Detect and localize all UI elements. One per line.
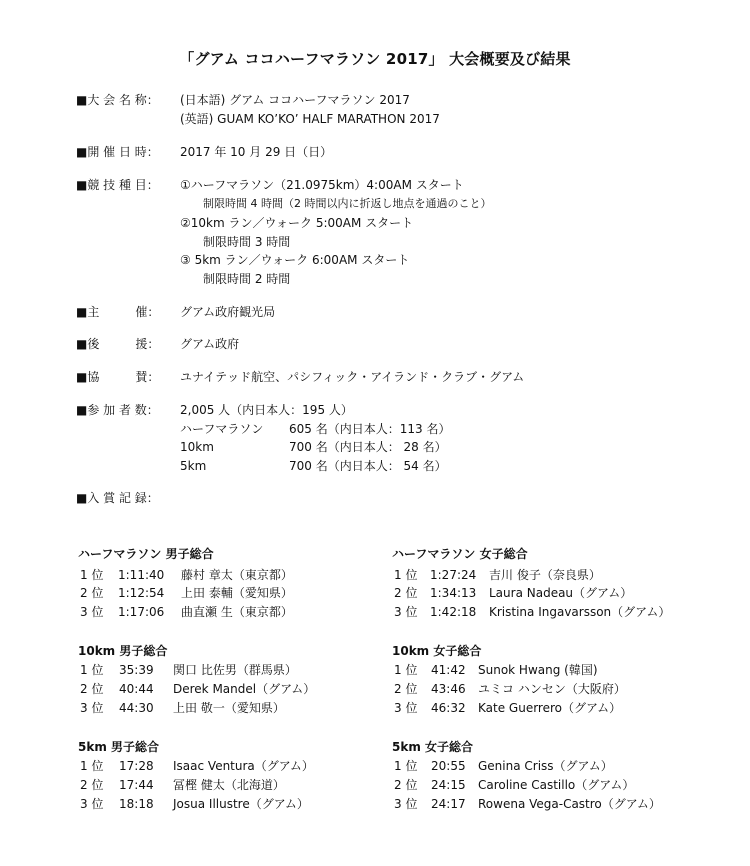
result-place: 2 位 — [394, 778, 418, 792]
result-time: 17:44 — [119, 778, 154, 792]
result-place: 3 位 — [80, 605, 104, 619]
result-place: 3 位 — [80, 797, 104, 811]
page-title: 「グアム ココハーフマラソン 2017」 大会概要及び結果 — [179, 50, 571, 68]
participants-event: ハーフマラソン — [180, 422, 264, 436]
result-place: 2 位 — [80, 778, 104, 792]
date-label: ■開 催 日 時： — [76, 145, 159, 159]
result-name: Rowena Vega-Castro（グアム） — [478, 797, 661, 811]
sponsor-label: ■協 賛： — [76, 370, 160, 384]
result-time: 20:55 — [431, 759, 466, 773]
event-half-limit: 制限時間 4 時間（2 時間以内に折返し地点を通過のこと） — [203, 197, 492, 210]
event-5k: ③ 5km ラン／ウォーク 6:00AM スタート — [180, 253, 410, 267]
result-name: Sunok Hwang (韓国) — [478, 663, 598, 677]
event-name-en: (英語) GUAM KO’KO’ HALF MARATHON 2017 — [180, 112, 440, 126]
event-name-ja: (日本語) グアム ココハーフマラソン 2017 — [180, 93, 410, 107]
result-time: 17:28 — [119, 759, 154, 773]
result-time: 24:17 — [431, 797, 466, 811]
result-time: 1:42:18 — [430, 605, 477, 619]
result-name: 曲直瀬 生（東京都） — [181, 605, 293, 619]
result-place: 3 位 — [394, 797, 418, 811]
result-time: 41:42 — [431, 663, 466, 677]
result-name: 吉川 俊子（奈良県） — [489, 568, 601, 582]
result-name: 冨樫 健太（北海道） — [173, 778, 285, 792]
result-place: 2 位 — [80, 586, 104, 600]
participants-count: 605 名（内日本人：113 名） — [289, 422, 451, 436]
result-time: 1:27:24 — [430, 568, 477, 582]
event-5k-limit: 制限時間 2 時間 — [203, 272, 291, 286]
support-value: グアム政府 — [180, 337, 240, 351]
event-name-label: ■大 会 名 称： — [76, 93, 159, 107]
result-name: 上田 泰輔（愛知県） — [181, 586, 293, 600]
result-time: 35:39 — [119, 663, 154, 677]
result-name: Caroline Castillo（グアム） — [478, 778, 635, 792]
result-name: Kate Guerrero（グアム） — [478, 701, 622, 715]
result-name: Laura Nadeau（グアム） — [489, 586, 633, 600]
result-time: 18:18 — [119, 797, 154, 811]
result-time: 24:15 — [431, 778, 466, 792]
result-place: 1 位 — [394, 663, 418, 677]
result-name: 上田 敬一（愛知県） — [173, 701, 285, 715]
result-time: 1:12:54 — [118, 586, 165, 600]
result-time: 46:32 — [431, 701, 466, 715]
events-label: ■競 技 種 目： — [76, 178, 159, 192]
half-women-heading: ハーフマラソン 女子総合 — [392, 547, 528, 561]
support-label: ■後 援： — [76, 337, 160, 351]
tenk-women-heading: 10km 女子総合 — [392, 644, 482, 658]
result-place: 2 位 — [80, 682, 104, 696]
result-name: Josua Illustre（グアム） — [173, 797, 309, 811]
result-place: 1 位 — [394, 759, 418, 773]
fivek-women-heading: 5km 女子総合 — [392, 740, 474, 754]
result-time: 43:46 — [431, 682, 466, 696]
result-name: Genina Criss（グアム） — [478, 759, 613, 773]
participants-label: ■参 加 者 数： — [76, 403, 159, 417]
result-place: 2 位 — [394, 682, 418, 696]
result-place: 3 位 — [80, 701, 104, 715]
result-time: 1:17:06 — [118, 605, 165, 619]
result-name: Kristina Ingavarsson（グアム） — [489, 605, 671, 619]
half-men-heading: ハーフマラソン 男子総合 — [78, 547, 214, 561]
result-name: 関口 比佐男（群馬県） — [173, 663, 297, 677]
result-place: 3 位 — [394, 605, 418, 619]
result-time: 44:30 — [119, 701, 154, 715]
result-place: 2 位 — [394, 586, 418, 600]
participants-count: 700 名（内日本人： 54 名） — [289, 459, 447, 473]
result-time: 1:11:40 — [118, 568, 165, 582]
result-time: 1:34:13 — [430, 586, 477, 600]
result-name: 藤村 章太（東京都） — [181, 568, 293, 582]
result-place: 1 位 — [80, 759, 104, 773]
results-label: ■入 賞 記 録： — [76, 491, 159, 505]
result-name: Isaac Ventura（グアム） — [173, 759, 314, 773]
event-date: 2017 年 10 月 29 日（日） — [180, 145, 333, 159]
event-half: ①ハーフマラソン（21.0975km）4:00AM スタート — [180, 178, 464, 192]
host-label: ■主 催： — [76, 305, 160, 319]
event-10k-limit: 制限時間 3 時間 — [203, 235, 291, 249]
sponsor-value: ユナイテッド航空、パシフィック・アイランド・クラブ・グアム — [180, 370, 525, 384]
tenk-men-heading: 10km 男子総合 — [78, 644, 168, 658]
result-name: Derek Mandel（グアム） — [173, 682, 316, 696]
participants-event: 5km — [180, 459, 207, 473]
host-value: グアム政府観光局 — [180, 305, 276, 319]
result-place: 1 位 — [394, 568, 418, 582]
fivek-men-heading: 5km 男子総合 — [78, 740, 160, 754]
result-place: 3 位 — [394, 701, 418, 715]
result-place: 1 位 — [80, 663, 104, 677]
participants-total: 2,005 人（内日本人：195 人） — [180, 403, 353, 417]
result-name: ユミコ ハンセン（大阪府） — [478, 682, 626, 696]
result-time: 40:44 — [119, 682, 154, 696]
participants-count: 700 名（内日本人： 28 名） — [289, 440, 447, 454]
participants-event: 10km — [180, 440, 214, 454]
result-place: 1 位 — [80, 568, 104, 582]
event-10k: ②10km ラン／ウォーク 5:00AM スタート — [180, 216, 414, 230]
